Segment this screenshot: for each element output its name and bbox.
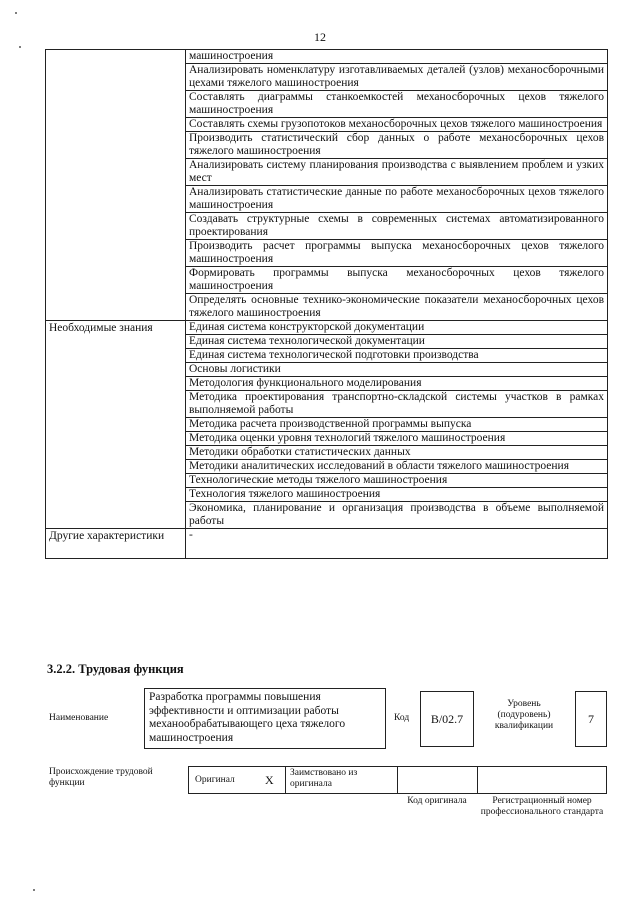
scan-speck [15, 12, 17, 14]
level-value-box: 7 [575, 691, 607, 747]
skill-item: Составлять диаграммы станкоемкостей механосборочных цехов тяжелого машиностроения [186, 91, 608, 118]
other-characteristics-label: Другие характеристики [46, 529, 186, 559]
knowledge-item: Методики обработки статистических данных [186, 446, 608, 460]
knowledge-item: Единая система конструкторской документации [186, 321, 608, 335]
scan-speck [19, 46, 21, 48]
knowledge-item: Технологические методы тяжелого машиностроения [186, 474, 608, 488]
section-title: 3.2.2. Трудовая функция [47, 662, 184, 676]
skills-label-cell [46, 50, 186, 321]
name-label: Наименование [49, 713, 109, 723]
level-label: Уровень (подуровень) квалификации [494, 699, 554, 731]
other-characteristics-value: - [186, 529, 608, 559]
skill-item: Создавать структурные схемы в современных системах автоматизированного проектирования [186, 213, 608, 240]
knowledge-item: Методология функционального моделирования [186, 377, 608, 391]
skill-item: Анализировать номенклатуру изготавливаемых деталей (узлов) механосборочными цехами тяжелого машиностроения [186, 64, 608, 91]
labor-function-table [45, 49, 608, 559]
knowledge-item: Основы логистики [186, 363, 608, 377]
skill-item: машиностроения [186, 50, 608, 64]
knowledge-item: Методики аналитических исследований в области тяжелого машиностроения [186, 460, 608, 474]
registration-number-caption: Регистрационный номер профессионального стандарта [480, 796, 604, 817]
knowledge-item: Методика проектирования транспортно-складской системы участков в рамках выполняемой работы [186, 391, 608, 418]
function-name-box: Разработка программы повышения эффективности и оптимизации работы механообрабатывающего цеха тяжелого машиностроения [144, 688, 386, 749]
knowledge-item: Единая система технологической документации [186, 335, 608, 349]
page-number: 12 [314, 30, 326, 44]
skill-item: Определять основные технико-экономические показатели механосборочных цехов тяжелого машиностроения [186, 294, 608, 321]
knowledge-label: Необходимые знания [46, 321, 186, 529]
borrowed-label: Заимствовано из оригинала [290, 768, 358, 789]
knowledge-item: Единая система технологической подготовки производства [186, 349, 608, 363]
origin-divider [397, 766, 398, 794]
original-label: Оригинал [195, 775, 235, 785]
origin-divider [285, 766, 286, 794]
skill-item: Анализировать статистические данные по работе механосборочных цехов тяжелого машиностроения [186, 186, 608, 213]
scan-speck [33, 889, 35, 891]
knowledge-item: Методика оценки уровня технологий тяжелого машиностроения [186, 432, 608, 446]
skill-item: Формировать программы выпуска механосборочных цехов тяжелого машиностроения [186, 267, 608, 294]
origin-divider [477, 766, 478, 794]
origin-label: Происхождение трудовой функции [49, 767, 153, 788]
skill-item: Анализировать систему планирования производства с выявлением проблем и узких мест [186, 159, 608, 186]
skill-item: Производить статистический сбор данных о работе механосборочных цехов тяжелого машиностроения [186, 132, 608, 159]
code-label: Код [394, 713, 410, 723]
knowledge-item: Технология тяжелого машиностроения [186, 488, 608, 502]
origin-table [188, 766, 607, 794]
skill-item: Производить расчет программы выпуска механосборочных цехов тяжелого машиностроения [186, 240, 608, 267]
knowledge-item: Экономика, планирование и организация производства в объеме выполняемой работы [186, 502, 608, 529]
skill-item: Составлять схемы грузопотоков механосборочных цехов тяжелого машиностроения [186, 118, 608, 132]
knowledge-item: Методика расчета производственной программы выпуска [186, 418, 608, 432]
original-mark: X [265, 773, 274, 787]
code-value-box: B/02.7 [420, 691, 474, 747]
code-original-caption: Код оригинала [407, 796, 467, 806]
